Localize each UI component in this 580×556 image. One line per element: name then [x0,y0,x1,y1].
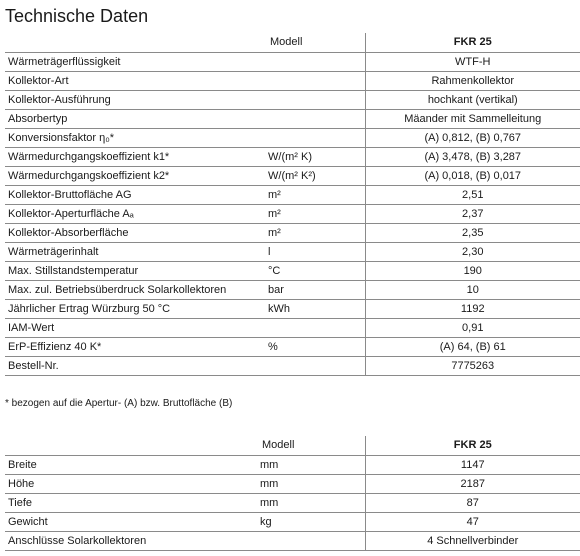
row-unit: m² [268,186,365,205]
row-unit: mm [260,456,365,475]
page-title: Technische Daten [5,6,149,26]
row-value: 1147 [365,456,580,475]
table-row [5,186,580,205]
row-unit: m² [268,224,365,243]
row-label: Kollektor-Bruttofläche AG [5,186,268,205]
table-row [5,475,580,494]
row-label: Tiefe [5,494,260,513]
header-empty-cell [5,33,268,53]
row-label: Max. zul. Betriebsüberdruck Solarkollektoren [5,281,268,300]
row-unit: mm [260,494,365,513]
row-value: hochkant (vertikal) [365,91,580,110]
row-label: Absorbertyp [5,110,268,129]
row-label: Wärmeträgerinhalt [5,243,268,262]
table-row [5,72,580,91]
row-value: 190 [365,262,580,281]
row-unit: mm [260,475,365,494]
row-label: Wärmedurchgangskoeffizient k1* [5,148,268,167]
row-unit [268,91,365,110]
table-row [5,319,580,338]
row-label: Kollektor-Aperturfläche Aₐ [5,205,268,224]
row-value: 47 [365,513,580,532]
technical-data-table [5,33,580,376]
table-row [5,262,580,281]
row-label: Kollektor-Absorberfläche [5,224,268,243]
row-value: WTF-H [365,53,580,72]
header-model-name: FKR 25 [365,33,580,53]
table-row [5,300,580,319]
row-unit [268,129,365,148]
table-row [5,148,580,167]
table-row [5,91,580,110]
row-label: Wärmedurchgangskoeffizient k2* [5,167,268,186]
row-value: 2,51 [365,186,580,205]
header-empty-cell [5,436,260,456]
row-unit: °C [268,262,365,281]
row-value: 10 [365,281,580,300]
header-model-name: FKR 25 [365,436,580,456]
table-row [5,224,580,243]
header-modell: Modell [270,36,303,48]
row-label: Breite [5,456,260,475]
row-unit: bar [268,281,365,300]
table-row [5,456,580,475]
row-value: (A) 0,018, (B) 0,017 [365,167,580,186]
row-label: Wärmeträgerflüssigkeit [5,53,268,72]
table-row [5,53,580,72]
row-value: 2,35 [365,224,580,243]
row-unit [268,72,365,91]
table-row [5,357,580,376]
row-unit [268,357,365,376]
row-label: Konversionsfaktor η₀* [5,129,268,148]
row-unit: kWh [268,300,365,319]
row-value: 0,91 [365,319,580,338]
row-unit [268,110,365,129]
table-row [5,513,580,532]
row-label: IAM-Wert [5,319,268,338]
row-value: 1192 [365,300,580,319]
row-label: ErP-Effizienz 40 K* [5,338,268,357]
row-label: Höhe [5,475,260,494]
row-unit [268,319,365,338]
row-value: 4 Schnellverbinder [365,532,580,551]
row-label: Kollektor-Art [5,72,268,91]
row-unit: W/(m² K²) [268,167,365,186]
table-row [5,338,580,357]
header-modell: Modell [262,439,295,451]
row-value: 2,30 [365,243,580,262]
row-label: Max. Stillstandstemperatur [5,262,268,281]
row-value: 7775263 [365,357,580,376]
row-label: Gewicht [5,513,260,532]
table-header-row [5,33,580,53]
row-value: 87 [365,494,580,513]
row-value: Mäander mit Sammelleitung [365,110,580,129]
row-label: Anschlüsse Solarkollektoren [5,532,260,551]
table-row [5,205,580,224]
row-value: Rahmenkollektor [365,72,580,91]
table-row [5,532,580,551]
row-unit: l [268,243,365,262]
table-row [5,110,580,129]
row-value: 2187 [365,475,580,494]
row-label: Bestell-Nr. [5,357,268,376]
row-unit: kg [260,513,365,532]
table-row [5,281,580,300]
table-header-row [5,436,580,456]
dimensions-table [5,436,580,551]
row-unit: % [268,338,365,357]
footnote: * bezogen auf die Apertur- (A) bzw. Bruttofläche (B) [5,398,233,409]
row-unit: W/(m² K) [268,148,365,167]
table-row [5,494,580,513]
row-value: (A) 3,478, (B) 3,287 [365,148,580,167]
row-label: Jährlicher Ertrag Würzburg 50 °C [5,300,268,319]
row-value: (A) 64, (B) 61 [365,338,580,357]
row-unit [260,532,365,551]
table-row [5,243,580,262]
row-unit [268,53,365,72]
row-value: (A) 0,812, (B) 0,767 [365,129,580,148]
table-row [5,129,580,148]
row-unit: m² [268,205,365,224]
row-label: Kollektor-Ausführung [5,91,268,110]
row-value: 2,37 [365,205,580,224]
table-row [5,167,580,186]
